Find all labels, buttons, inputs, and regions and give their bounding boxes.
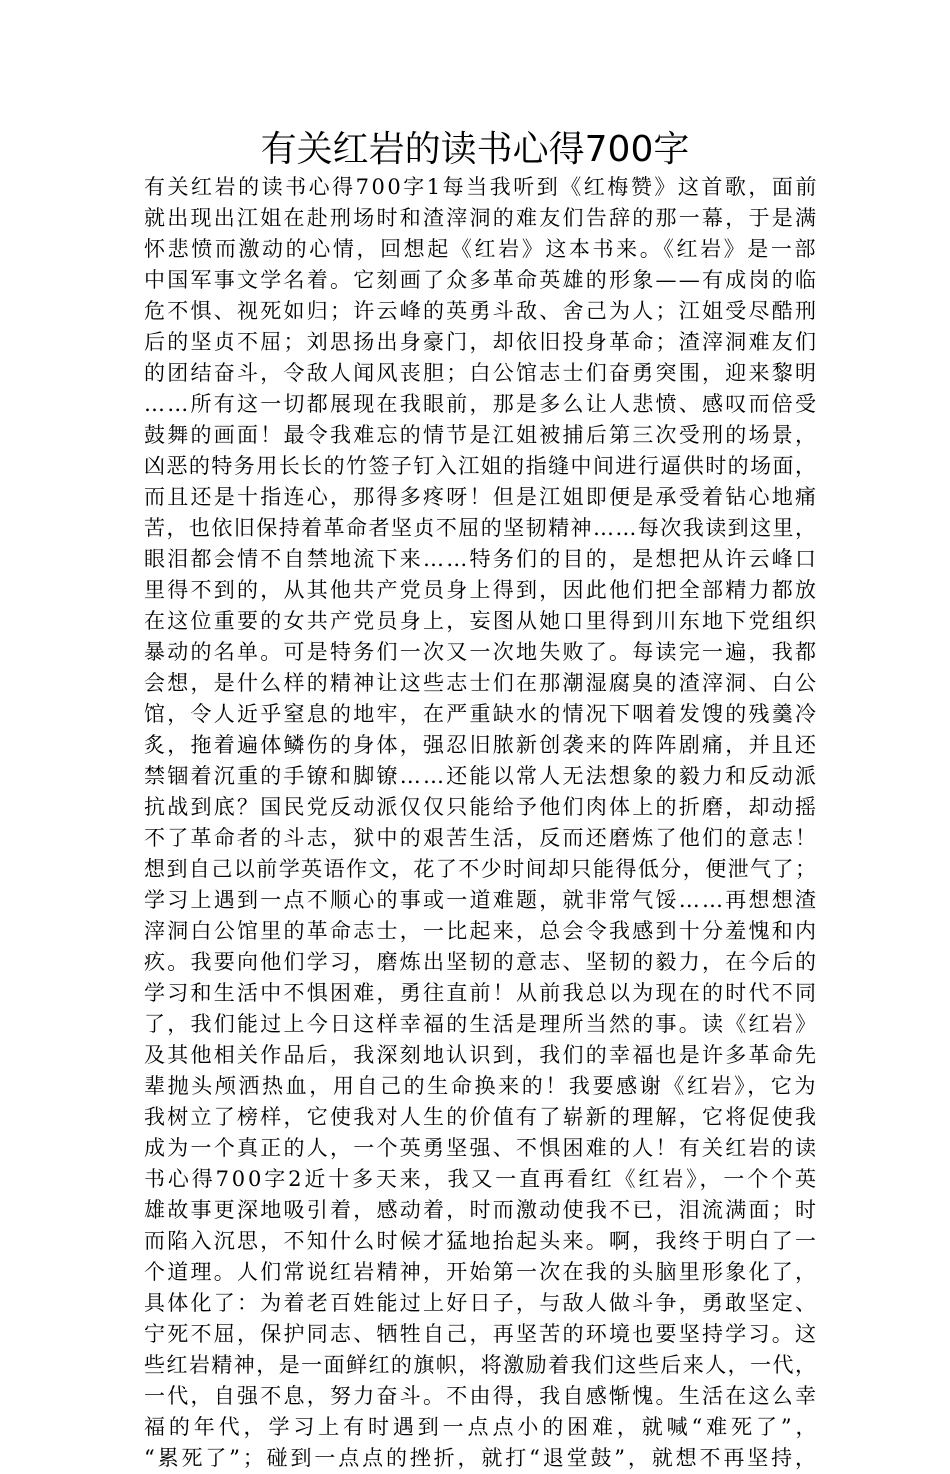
body-text-line: 炙，拖着遍体鳞伤的身体，强忍旧脓新创袭来的阵阵剧痛，并且还 (144, 733, 819, 757)
body-text-line: 雄故事更深地吸引着，感动着，时而激动使我不已，泪流满面；时 (144, 1198, 819, 1222)
body-text-line: 学习上遇到一点不顺心的事或一道难题，就非常气馁……再想想渣 (144, 888, 819, 912)
body-text-line: 而且还是十指连心，那得多疼呀！但是江姐即便是承受着钻心地痛 (144, 485, 819, 509)
body-text-line: 眼泪都会情不自禁地流下来……特务们的目的，是想把从许云峰口 (144, 547, 819, 571)
body-text-line: 些红岩精神，是一面鲜红的旗帜，将激励着我们这些后来人，一代， (144, 1353, 818, 1377)
body-text-line: 书心得700字2近十多天来，我又一直再看红《红岩》，一个个英 (144, 1167, 819, 1191)
body-text-line: 鼓舞的画面！最令我难忘的情节是江姐被捕后第三次受刑的场景， (144, 423, 819, 447)
body-text-line: “累死了”；碰到一点点的挫折，就打“退堂鼓”，就想不再坚持， (144, 1446, 819, 1470)
body-text-line: 禁锢着沉重的手镣和脚镣……还能以常人无法想象的毅力和反动派 (144, 764, 819, 788)
body-text-line: 我树立了榜样，它使我对人生的价值有了崭新的理解，它将促使我 (144, 1105, 819, 1129)
body-text-line: 在这位重要的女共产党员身上，妄图从她口里得到川东地下党组织 (144, 609, 819, 633)
body-text-line: 凶恶的特务用长长的竹签子钉入江姐的指缝中间进行逼供时的场面， (144, 454, 818, 478)
body-text-line: 就出现出江姐在赴刑场时和渣滓洞的难友们告辞的那一幕，于是满 (144, 206, 819, 230)
body-text-line: 成为一个真正的人，一个英勇坚强、不惧困难的人！有关红岩的读 (144, 1136, 819, 1160)
body-text-line: 中国军事文学名着。它刻画了众多革命英雄的形象——有成岗的临 (144, 268, 819, 292)
body-text-line: 的团结奋斗，令敌人闻风丧胆；白公馆志士们奋勇突围，迎来黎明 (144, 361, 819, 385)
body-text-line: 福的年代，学习上有时遇到一点点小的困难，就喊“难死了”， (144, 1415, 821, 1439)
body-text-line: 宁死不屈，保护同志、牺牲自己，再坚苦的环境也要坚持学习。这 (144, 1322, 819, 1346)
body-text-line: 具体化了：为着老百姓能过上好日子，与敌人做斗争，勇敢坚定、 (144, 1291, 819, 1315)
body-text-line: 辈抛头颅洒热血，用自己的生命换来的！我要感谢《红岩》，它为 (144, 1074, 819, 1098)
document-title: 有关红岩的读书心得700字 (260, 129, 690, 170)
body-text-line: 会想，是什么样的精神让这些志士们在那潮湿腐臭的渣滓洞、白公 (144, 671, 819, 695)
body-text-line: 及其他相关作品后，我深刻地认识到，我们的幸福也是许多革命先 (144, 1043, 819, 1067)
body-text-line: 里得不到的，从其他共产党员身上得到，因此他们把全部精力都放 (144, 578, 819, 602)
body-text-line: 有关红岩的读书心得700字1每当我听到《红梅赞》这首歌，面前 (144, 175, 819, 199)
body-text-line: 危不惧、视死如归；许云峰的英勇斗敌、舍己为人；江姐受尽酷刑 (144, 299, 819, 323)
body-text-line: 滓洞白公馆里的革命志士，一比起来，总会令我感到十分羞愧和内 (144, 919, 819, 943)
body-text-line: 学习和生活中不惧困难，勇往直前！从前我总以为现在的时代不同 (144, 981, 819, 1005)
body-text-line: 疚。我要向他们学习，磨炼出坚韧的意志、坚韧的毅力，在今后的 (144, 950, 819, 974)
body-text-line: 一代，自强不息，努力奋斗。不由得，我自感惭愧。生活在这么幸 (144, 1384, 819, 1408)
body-text-line: 不了革命者的斗志，狱中的艰苦生活，反而还磨炼了他们的意志！ (144, 826, 819, 850)
body-text-line: 苦，也依旧保持着革命者坚贞不屈的坚韧精神……每次我读到这里， (144, 516, 818, 540)
body-text-line: 而陷入沉思，不知什么时候才猛地抬起头来。啊，我终于明白了一 (144, 1229, 819, 1253)
body-text-line: 想到自己以前学英语作文，花了不少时间却只能得低分，便泄气了； (144, 857, 818, 881)
body-text-line: 怀悲愤而激动的心情，回想起《红岩》这本书来。《红岩》是一部 (144, 237, 819, 261)
body-text-line: 了，我们能过上今日这样幸福的生活是理所当然的事。读《红岩》 (144, 1012, 819, 1036)
document-body (144, 172, 821, 1474)
body-text-line: 抗战到底？国民党反动派仅仅只能给予他们肉体上的折磨，却动摇 (144, 795, 819, 819)
body-text-line: 个道理。人们常说红岩精神，开始第一次在我的头脑里形象化了， (144, 1260, 819, 1284)
body-text-line: 馆，令人近乎窒息的地牢，在严重缺水的情况下咽着发馊的残羹冷 (144, 702, 819, 726)
body-text-line: 暴动的名单。可是特务们一次又一次地失败了。每读完一遍，我都 (144, 640, 819, 664)
body-text-line: 后的坚贞不屈；刘思扬出身豪门，却依旧投身革命；渣滓洞难友们 (144, 330, 819, 354)
body-text-line: ……所有这一切都展现在我眼前，那是多么让人悲愤、感叹而倍受 (144, 392, 819, 416)
